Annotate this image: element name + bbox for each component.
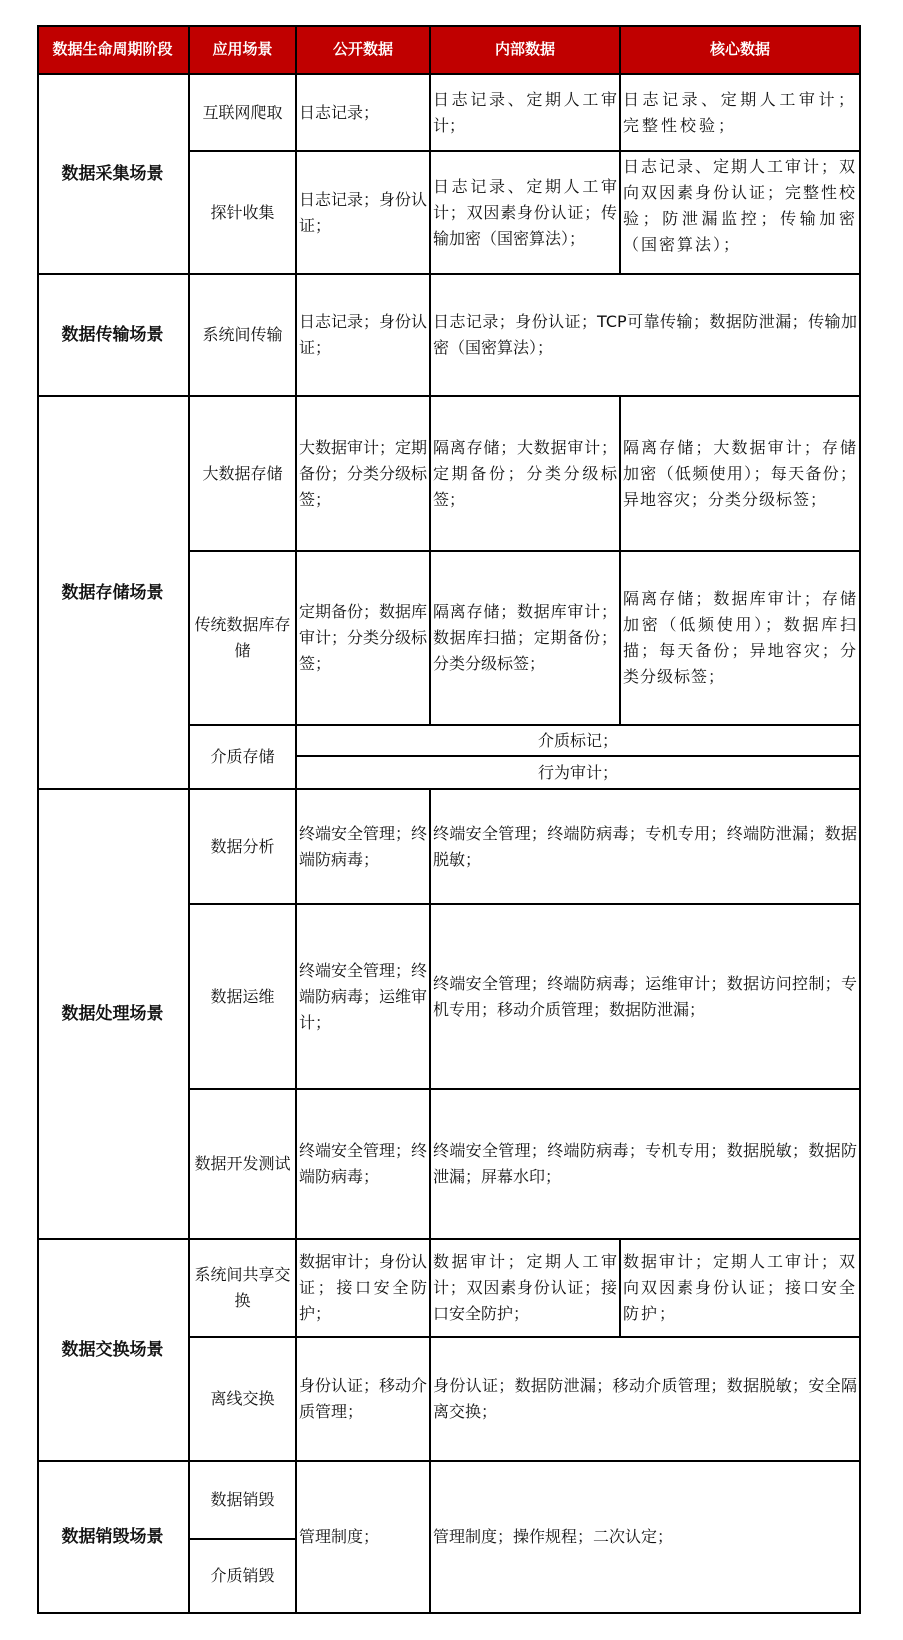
scene-probe-label: 探针收集 — [210, 202, 275, 222]
scene-media-storage-label: 介质存储 — [210, 747, 275, 766]
probe-public-text: 日志记录；身份认证； — [299, 189, 428, 235]
offline-internal-core-text: 身份认证；数据防泄漏；移动介质管理；数据脱敏；安全隔离交换； — [433, 1376, 857, 1421]
scene-bigdata — [190, 397, 297, 552]
traditional-core-text: 隔离存储；数据库审计；存储加密（低频使用）；数据库扫描；每天备份；异地容灾；分类分级标签； — [623, 589, 857, 686]
scene-offline-label: 离线交换 — [210, 1389, 275, 1408]
security-measures-table — [37, 25, 861, 1614]
analysis-internal-core-text: 终端安全管理；终端防病毒；专机专用；终端防泄漏；数据脱敏； — [433, 823, 857, 869]
crawl-internal-text: 日志记录、定期人工审计； — [433, 89, 617, 135]
stage-storage-label: 数据存储场景 — [61, 582, 164, 603]
scene-ops — [190, 905, 297, 1090]
devtest-public — [297, 1090, 431, 1240]
sys-transfer-public — [297, 275, 431, 397]
crawl-public — [297, 75, 431, 152]
scene-analysis — [190, 790, 297, 905]
probe-core — [621, 152, 861, 275]
scene-devtest — [190, 1090, 297, 1240]
scene-bigdata-label: 大数据存储 — [202, 463, 283, 483]
analysis-public-text: 终端安全管理；终端防病毒； — [299, 823, 428, 869]
header-core — [621, 25, 861, 75]
media-storage-line1-text: 介质标记； — [537, 730, 618, 750]
bigdata-core — [621, 397, 861, 552]
scene-sys-transfer — [190, 275, 297, 397]
ops-public — [297, 905, 431, 1090]
header-core-label: 核心数据 — [709, 40, 770, 58]
media-storage-line2 — [297, 757, 861, 790]
scene-offline — [190, 1338, 297, 1462]
bigdata-public — [297, 397, 431, 552]
crawl-core-text: 日志记录、定期人工审计；完整性校验； — [623, 89, 857, 135]
stage-destroy-label: 数据销毁场景 — [61, 1527, 164, 1547]
header-public-label: 公开数据 — [332, 40, 393, 58]
bigdata-internal — [431, 397, 621, 552]
stage-process-label: 数据处理场景 — [61, 1004, 164, 1024]
scene-devtest-label: 数据开发测试 — [194, 1154, 291, 1173]
share-internal-text: 数据审计；定期人工审计；双因素身份认证；接口安全防护； — [433, 1252, 617, 1323]
destroy-public-text: 管理制度； — [299, 1527, 380, 1546]
bigdata-core-text: 隔离存储；大数据审计；存储加密（低频使用）；每天备份；异地容灾；分类分级标签； — [623, 437, 857, 509]
stage-transfer-label: 数据传输场景 — [61, 325, 164, 345]
crawl-core — [621, 75, 861, 152]
scene-media-destroy — [190, 1540, 297, 1614]
sys-transfer-internal-core-text: 日志记录；身份认证；TCP可靠传输；数据防泄漏；传输加密（国密算法）； — [433, 312, 857, 357]
analysis-public — [297, 790, 431, 905]
stage-storage — [37, 397, 190, 790]
traditional-internal — [431, 552, 621, 726]
sys-transfer-internal-core — [431, 275, 861, 397]
stage-collect — [37, 75, 190, 275]
media-storage-line2-text: 行为审计； — [537, 762, 618, 782]
stage-transfer — [37, 275, 190, 397]
header-stage-label: 数据生命周期阶段 — [52, 40, 173, 58]
bigdata-public-text: 大数据审计；定期备份；分类分级标签； — [299, 437, 428, 509]
stage-exchange — [37, 1240, 190, 1462]
scene-share-label: 系统间共享交换 — [194, 1265, 291, 1310]
traditional-internal-text: 隔离存储；数据库审计；数据库扫描；定期备份；分类分级标签； — [433, 602, 617, 673]
scene-data-destroy-label: 数据销毁 — [210, 1490, 275, 1509]
scene-probe — [190, 152, 297, 275]
ops-internal-core — [431, 905, 861, 1090]
stage-process — [37, 790, 190, 1240]
header-internal — [431, 25, 621, 75]
scene-media-destroy-label: 介质销毁 — [210, 1566, 275, 1585]
header-public — [297, 25, 431, 75]
share-public — [297, 1240, 431, 1338]
ops-public-text: 终端安全管理；终端防病毒；运维审计； — [299, 960, 428, 1032]
crawl-public-text: 日志记录； — [299, 102, 380, 122]
destroy-public — [297, 1462, 431, 1614]
traditional-public-text: 定期备份；数据库审计；分类分级标签； — [299, 602, 428, 673]
stage-exchange-label: 数据交换场景 — [61, 1340, 164, 1360]
share-internal — [431, 1240, 621, 1338]
probe-public — [297, 152, 431, 275]
offline-public — [297, 1338, 431, 1462]
scene-media-storage — [190, 726, 297, 790]
bigdata-internal-text: 隔离存储；大数据审计；定期备份；分类分级标签； — [433, 437, 617, 509]
traditional-public — [297, 552, 431, 726]
header-stage — [37, 25, 190, 75]
scene-share — [190, 1240, 297, 1338]
sys-transfer-public-text: 日志记录；身份认证； — [299, 312, 428, 357]
scene-data-destroy — [190, 1462, 297, 1540]
crawl-internal — [431, 75, 621, 152]
scene-traditional-db-label: 传统数据库存储 — [194, 615, 291, 660]
scene-crawl — [190, 75, 297, 152]
destroy-internal-core-text: 管理制度；操作规程；二次认定； — [433, 1527, 674, 1546]
media-storage-line1 — [297, 726, 861, 757]
share-public-text: 数据审计；身份认证；接口安全防护； — [299, 1252, 428, 1323]
scene-ops-label: 数据运维 — [210, 986, 275, 1006]
traditional-core — [621, 552, 861, 726]
scene-crawl-label: 互联网爬取 — [202, 102, 283, 122]
scene-analysis-label: 数据分析 — [210, 836, 275, 856]
offline-internal-core — [431, 1338, 861, 1462]
ops-internal-core-text: 终端安全管理；终端防病毒；运维审计；数据访问控制；专机专用；移动介质管理；数据防泄漏； — [433, 973, 857, 1019]
header-scene — [190, 25, 297, 75]
devtest-public-text: 终端安全管理；终端防病毒； — [299, 1141, 428, 1186]
analysis-internal-core — [431, 790, 861, 905]
share-core — [621, 1240, 861, 1338]
devtest-internal-core-text: 终端安全管理；终端防病毒；专机专用；数据脱敏；数据防泄漏；屏幕水印； — [433, 1141, 857, 1186]
header-internal-label: 内部数据 — [494, 40, 555, 58]
offline-public-text: 身份认证；移动介质管理； — [299, 1376, 428, 1421]
stage-destroy — [37, 1462, 190, 1614]
scene-traditional-db — [190, 552, 297, 726]
probe-internal — [431, 152, 621, 275]
share-core-text: 数据审计；定期人工审计；双向双因素身份认证；接口安全防护； — [623, 1252, 858, 1323]
devtest-internal-core — [431, 1090, 861, 1240]
header-scene-label: 应用场景 — [212, 40, 273, 58]
probe-core-text: 日志记录、定期人工审计；双向双因素身份认证；完整性校验；防泄漏监控；传输加密（国密算法）； — [623, 157, 858, 254]
stage-collect-label: 数据采集场景 — [61, 164, 164, 184]
scene-sys-transfer-label: 系统间传输 — [202, 325, 283, 344]
destroy-internal-core — [431, 1462, 861, 1614]
probe-internal-text: 日志记录、定期人工审计；双因素身份认证；传输加密（国密算法）； — [433, 176, 617, 248]
